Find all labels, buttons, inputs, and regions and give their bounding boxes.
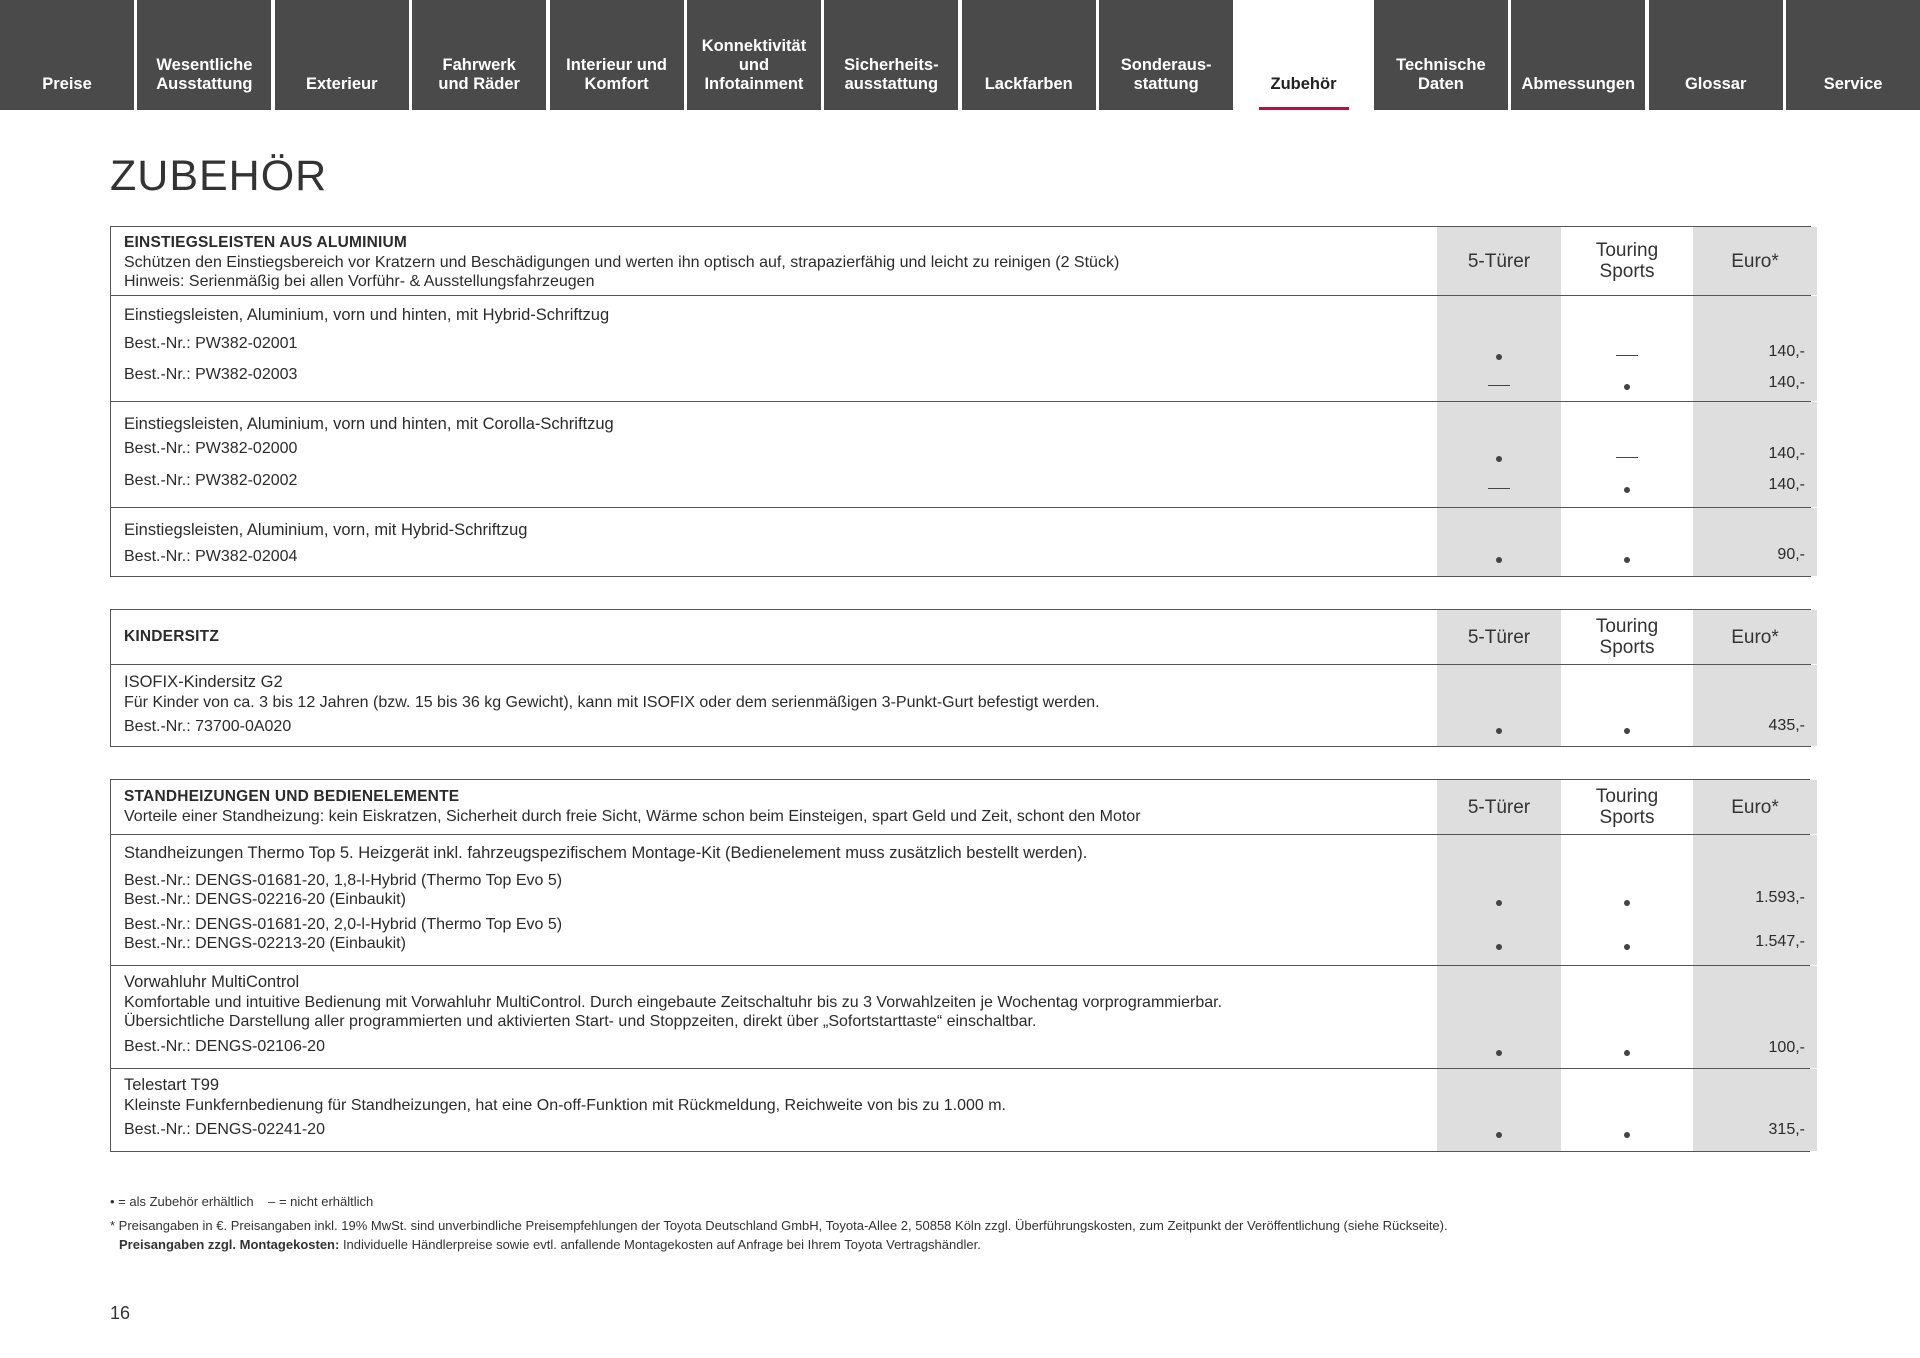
table-standheizungen xyxy=(110,779,1810,1152)
price: 90,- xyxy=(1777,546,1805,563)
order-number: Best.-Nr.: DENGS-02106-20 xyxy=(124,1037,325,1055)
col-header-5-tuerer: 5-Türer xyxy=(1437,780,1561,834)
tab-preise[interactable]: Preise xyxy=(0,0,134,110)
price: 435,- xyxy=(1768,717,1805,734)
price: 1.593,- xyxy=(1755,889,1805,906)
table-row xyxy=(111,834,1809,965)
available-dot-icon xyxy=(1496,728,1502,734)
order-number: Best.-Nr.: DENGS-02216-20 (Einbaukit) xyxy=(124,891,406,908)
available-dot-icon xyxy=(1496,944,1502,950)
tab-konnektivitaet[interactable]: Konnektivität und Infotainment xyxy=(687,0,821,110)
available-dot-icon xyxy=(1624,728,1630,734)
available-dot-icon xyxy=(1496,1050,1502,1056)
col-header-euro: Euro* xyxy=(1693,780,1817,834)
order-number: Best.-Nr.: PW382-02000 xyxy=(124,440,298,457)
table-einstiegsleisten xyxy=(110,226,1811,577)
not-available-dash-icon xyxy=(1488,488,1510,490)
available-dot-icon xyxy=(1624,900,1630,906)
footnote-montage-text: Individuelle Händlerpreise sowie evtl. anfallende Montagekosten auf Anfrage bei Ihrem Toyota Vertragshändler. xyxy=(339,1237,981,1252)
section-note: Hinweis: Serienmäßig bei allen Vorführ- & Ausstellungsfahrzeugen xyxy=(124,273,595,290)
footnotes xyxy=(110,1192,1448,1254)
page-title: ZUBEHÖR xyxy=(110,152,328,200)
col-header-5-tuerer: 5-Türer xyxy=(1437,227,1561,295)
tab-sicherheit[interactable]: Sicherheits- ausstattung xyxy=(824,0,958,110)
tab-wesentliche-ausstattung[interactable]: Wesentliche Ausstattung xyxy=(137,0,271,110)
price: 140,- xyxy=(1768,476,1805,493)
available-dot-icon xyxy=(1496,354,1502,360)
available-dot-icon xyxy=(1496,456,1502,462)
order-number: Best.-Nr.: PW382-02004 xyxy=(124,547,298,565)
table-row xyxy=(111,965,1809,1068)
tab-exterieur[interactable]: Exterieur xyxy=(275,0,409,110)
footnote-legend: • = als Zubehör erhältlich – = nicht erhältlich xyxy=(110,1194,374,1209)
col-header-euro: Euro* xyxy=(1693,610,1817,664)
col-header-touring-sports: Touring Sports xyxy=(1565,780,1689,834)
available-dot-icon xyxy=(1624,557,1630,563)
table-row xyxy=(111,295,1810,401)
order-number: Best.-Nr.: DENGS-01681-20, 2,0-l-Hybrid (Thermo Top Evo 5) xyxy=(124,915,563,933)
order-number: Best.-Nr.: DENGS-01681-20, 1,8-l-Hybrid (Thermo Top Evo 5) xyxy=(124,871,563,889)
item-title: Standheizungen Thermo Top 5. Heizgerät inkl. fahrzeugspezifischem Montage-Kit (Bedienelement muss zusätzlich bestellt werden). xyxy=(124,844,1088,862)
item-title: Vorwahluhr MultiControl xyxy=(124,973,300,991)
price: 140,- xyxy=(1768,343,1805,360)
item-title: ISOFIX-Kindersitz G2 xyxy=(124,673,283,691)
item-description: Für Kinder von ca. 3 bis 12 Jahren (bzw. 15 bis 36 kg Gewicht), kann mit ISOFIX oder dem serienmäßigen 3-Punkt-Gurt befestigt werden. xyxy=(124,693,1100,711)
price: 140,- xyxy=(1768,445,1805,462)
table-header-row xyxy=(111,227,1810,295)
not-available-dash-icon xyxy=(1616,457,1638,459)
order-number: Best.-Nr.: DENGS-02241-20 xyxy=(124,1121,325,1138)
available-dot-icon xyxy=(1624,1050,1630,1056)
order-number: Best.-Nr.: 73700-0A020 xyxy=(124,718,292,735)
table-kindersitz xyxy=(110,609,1811,747)
section-title: EINSTIEGSLEISTEN AUS ALUMINIUM xyxy=(124,234,408,251)
section-title: KINDERSITZ xyxy=(124,628,219,646)
col-header-euro: Euro* xyxy=(1693,227,1817,295)
available-dot-icon xyxy=(1624,487,1630,493)
item-description: Kleinste Funkfernbedienung für Standheizungen, hat eine On-off-Funktion mit Rückmeldung, Reichweite von bis zu 1.000 m. xyxy=(124,1096,1006,1114)
col-header-5-tuerer: 5-Türer xyxy=(1437,610,1561,664)
order-number: Best.-Nr.: DENGS-02213-20 (Einbaukit) xyxy=(124,935,406,952)
footnote-prices: * Preisangaben in €. Preisangaben inkl. 19% MwSt. sind unverbindliche Preisempfehlungen der Toyota Deutschland GmbH, Toyota-Allee 2, 50858 Köln zzgl. Überführungskosten, zum Zeitpunkt der Veröffentlichung (siehe Rückseite). xyxy=(110,1218,1448,1233)
item-description: Übersichtliche Darstellung aller programmierten und aktivierten Start- und Stoppzeiten, direkt über „Sofortstarttaste“ einschaltbar. xyxy=(124,1013,1037,1030)
tab-fahrwerk[interactable]: Fahrwerk und Räder xyxy=(412,0,546,110)
price: 1.547,- xyxy=(1755,933,1805,950)
table-header-row xyxy=(111,610,1810,664)
section-description: Vorteile einer Standheizung: kein Eiskratzen, Sicherheit durch freie Sicht, Wärme schon beim Einsteigen, spart Geld und Zeit, schont den Motor xyxy=(124,807,1141,825)
tab-interieur[interactable]: Interieur und Komfort xyxy=(550,0,684,110)
order-number: Best.-Nr.: PW382-02001 xyxy=(124,335,298,352)
price: 100,- xyxy=(1768,1039,1805,1056)
table-row xyxy=(111,401,1810,507)
page-number: 16 xyxy=(110,1303,131,1323)
col-header-touring-sports: Touring Sports xyxy=(1565,227,1689,295)
top-navigation xyxy=(0,0,1920,110)
not-available-dash-icon xyxy=(1616,355,1638,357)
available-dot-icon xyxy=(1624,384,1630,390)
item-description: Komfortable und intuitive Bedienung mit Vorwahluhr MultiControl. Durch eingebaute Zeitschaltuhr bis zu 3 Vorwahlzeiten je Wochentag vorprogrammierbar. xyxy=(124,993,1223,1011)
table-row xyxy=(111,507,1810,576)
item-title: Einstiegsleisten, Aluminium, vorn, mit Hybrid-Schriftzug xyxy=(124,521,528,539)
item-title: Einstiegsleisten, Aluminium, vorn und hinten, mit Hybrid-Schriftzug xyxy=(124,306,610,324)
item-title: Telestart T99 xyxy=(124,1076,220,1094)
not-available-dash-icon xyxy=(1488,385,1510,387)
tab-lackfarben[interactable]: Lackfarben xyxy=(962,0,1096,110)
tab-service[interactable]: Service xyxy=(1786,0,1920,110)
price: 315,- xyxy=(1768,1121,1805,1138)
tab-technische-daten[interactable]: Technische Daten xyxy=(1374,0,1508,110)
price: 140,- xyxy=(1768,374,1805,391)
available-dot-icon xyxy=(1496,557,1502,563)
footnote-montage-label: Preisangaben zzgl. Montagekosten: xyxy=(119,1237,340,1252)
order-number: Best.-Nr.: PW382-02002 xyxy=(124,472,298,489)
table-header-row xyxy=(111,780,1809,834)
order-number: Best.-Nr.: PW382-02003 xyxy=(124,366,298,383)
available-dot-icon xyxy=(1624,1132,1630,1138)
footnote-montage xyxy=(110,1235,1448,1254)
tab-zubehoer[interactable]: Zubehör xyxy=(1237,0,1371,110)
col-header-touring-sports: Touring Sports xyxy=(1565,610,1689,664)
available-dot-icon xyxy=(1624,944,1630,950)
tab-sonderausstattung[interactable]: Sonderaus- stattung xyxy=(1099,0,1233,110)
item-title: Einstiegsleisten, Aluminium, vorn und hinten, mit Corolla-Schriftzug xyxy=(124,415,614,433)
tab-abmessungen[interactable]: Abmessungen xyxy=(1511,0,1645,110)
available-dot-icon xyxy=(1496,1132,1502,1138)
tab-glossar[interactable]: Glossar xyxy=(1649,0,1783,110)
section-description: Schützen den Einstiegsbereich vor Kratzern und Beschädigungen und werten ihn optisch auf, strapazierfähig und leicht zu reinigen (2 Stück) xyxy=(124,253,1120,271)
section-title: STANDHEIZUNGEN UND BEDIENELEMENTE xyxy=(124,788,460,805)
available-dot-icon xyxy=(1496,900,1502,906)
table-row xyxy=(111,1068,1809,1151)
table-row xyxy=(111,664,1810,746)
